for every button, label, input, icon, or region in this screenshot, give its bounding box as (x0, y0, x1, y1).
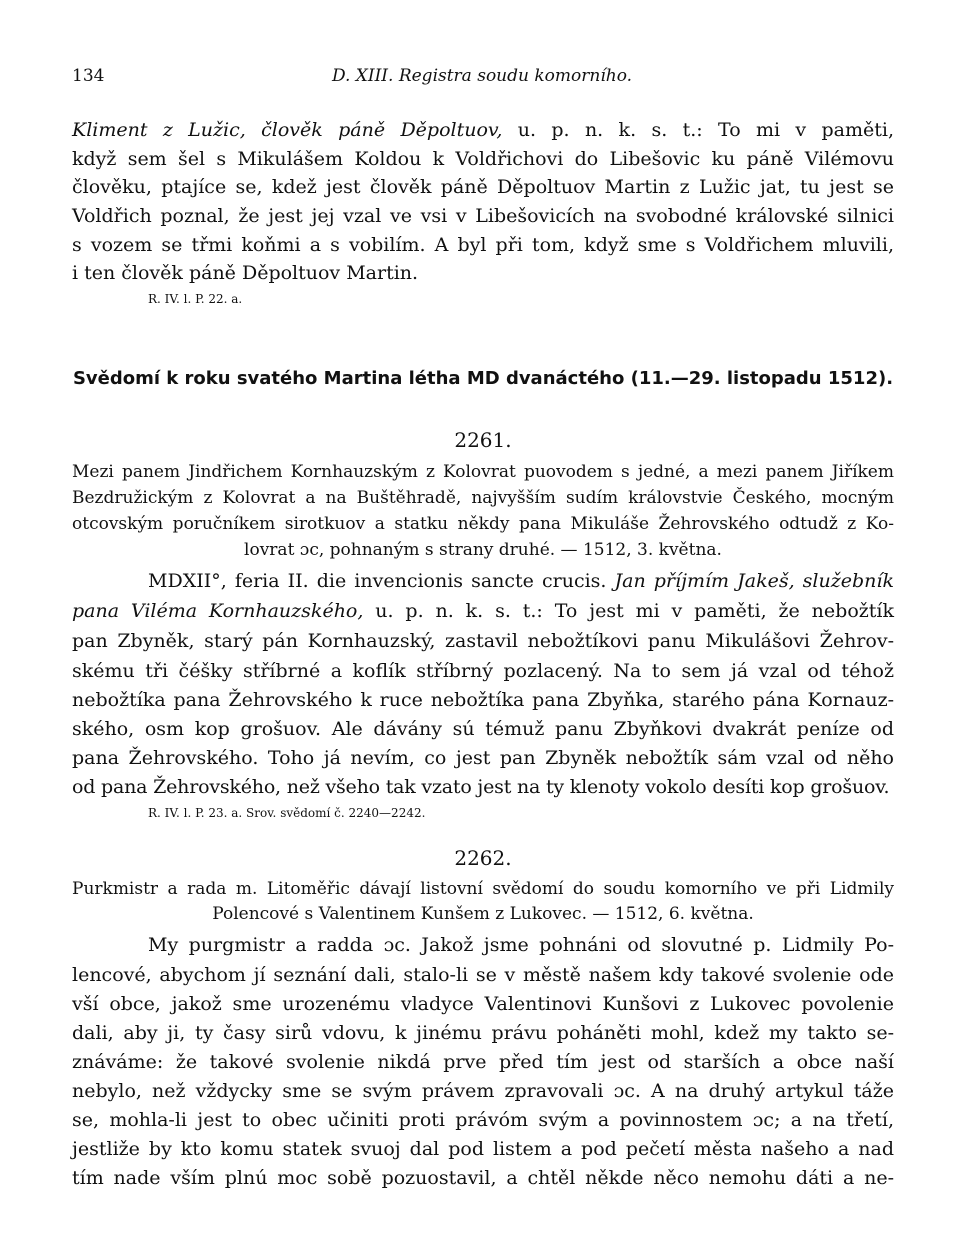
document-number: 2262. (454, 846, 512, 870)
text-line: člověku, ptajíce se, kdež jest člověk páně Děpoltuov Martin z Lužic jat, tu jest se (72, 176, 894, 198)
text-line: se, mohla-li jest to obec učiniti proti právóm svým a povinnostem ɔc; a na třetí, (72, 1109, 894, 1131)
text-line: jestliže by kto komu statek svuoj dal pod listem a pod pečetí města našeho a nad (72, 1138, 894, 1160)
text-line: tím nade vším plnú moc sobě pozuostavil, a chtěl někde něco nemohu dáti a ne- (72, 1167, 894, 1189)
text-line: My purgmistr a radda ɔc. Jakož jsme pohnáni od slovutné p. Lidmily Po- (148, 934, 894, 956)
archive-reference: R. IV. l. P. 23. a. Srov. svědomí č. 2240—2242. (148, 806, 426, 820)
running-head: D. XIII. Registra soudu komorního. (331, 66, 633, 86)
text-line: pana Žehrovského. Toho já nevím, co jest pan Zbyněk nebožtík sám vzal od něho (72, 747, 894, 769)
regest-line: Bezdružickým z Kolovrat a na Buštěhradě, najvyšším sudím královstvie Českého, mocným (72, 488, 894, 508)
document-number: 2261. (454, 428, 512, 452)
text-line: pana Viléma Kornhauzského, u. p. n. k. s. t.: To jest mi v paměti, že nebožtík (72, 600, 894, 622)
text-line: i ten člověk páně Děpoltuov Martin. (72, 262, 419, 284)
page-number: 134 (72, 66, 105, 86)
text-line: lencové, abychom jí seznání dali, stalo-li se v městě našem kdy takové svolenie ode (72, 964, 894, 986)
text-line: nebožtíka pana Žehrovského k ruce nebožtíka pana Zbyňka, starého pána Kornauz- (72, 689, 894, 711)
archive-reference: R. IV. l. P. 22. a. (148, 292, 243, 306)
text-line: MDXII°, feria II. die invencionis sancte crucis. Jan příjmím Jakeš, služebník (148, 570, 894, 592)
page-header (72, 66, 892, 96)
text-line: vší obce, jakož sme urozenému vladyce Valentinovi Kunšovi z Lukovec povolenie (72, 993, 894, 1015)
text-line: Voldřich poznal, že jest jej vzal ve vsi v Libešovicích na svobodné královské silnici (72, 205, 894, 227)
text-line: Kliment z Lužic, člověk páně Děpoltuov, u. p. n. k. s. t.: To mi v paměti, (72, 119, 894, 141)
text-line: s vozem se třmi koňmi a s vobilím. A byl při tom, když sme s Voldřichem mluvili, (72, 234, 894, 256)
text-line: od pana Žehrovského, než všeho tak vzato jest na ty klenoty vokolo desíti kop grošuov. (72, 776, 890, 798)
regest-line: lovrat ɔc, pohnaným s strany druhé. — 1512, 3. května. (244, 540, 722, 560)
text-line: pan Zbyněk, starý pán Kornhauzský, zastavil nebožtíkovi panu Mikulášovi Žehrov- (72, 630, 894, 652)
text-line: skému tři čéšky stříbrné a koflík stříbrný pozlacený. Na to sem já vzal od téhož (72, 660, 894, 682)
regest-line: Polencové s Valentinem Kunšem z Lukovec. — 1512, 6. května. (212, 904, 754, 924)
text-line: dali, aby ji, ty časy sirů vdovu, k jinému právu poháněti mohl, kdež my takto se- (72, 1022, 894, 1044)
section-heading: Svědomí k roku svatého Martina létha MD dvanáctého (11.—29. listopadu 1512). (72, 368, 894, 389)
text-line: když sem šel s Mikulášem Koldou k Voldřichovi do Libešovic ku páně Vilémovu (72, 148, 894, 170)
text-line: ského, osm kop grošuov. Ale dávány sú témuž panu Zbyňkovi dvakrát peníze od (72, 718, 894, 740)
text-line: znáváme: že takové svolenie nikdá prve před tím jest od starších a obce naší (72, 1051, 894, 1073)
text-line: nebylo, než vždycky sme se svým právem zpravovali ɔc. A na druhý artykul táže (72, 1080, 894, 1102)
regest-line: Purkmistr a rada m. Litoměřic dávají listovní svědomí do soudu komorního ve při Lidmily (72, 879, 894, 899)
regest-line: otcovským poručníkem sirotkuov a statku někdy pana Mikuláše Žehrovského odtudž z Ko- (72, 514, 894, 534)
regest-line: Mezi panem Jindřichem Kornhauzským z Kolovrat puovodem s jedné, a mezi panem Jiříkem (72, 462, 894, 482)
